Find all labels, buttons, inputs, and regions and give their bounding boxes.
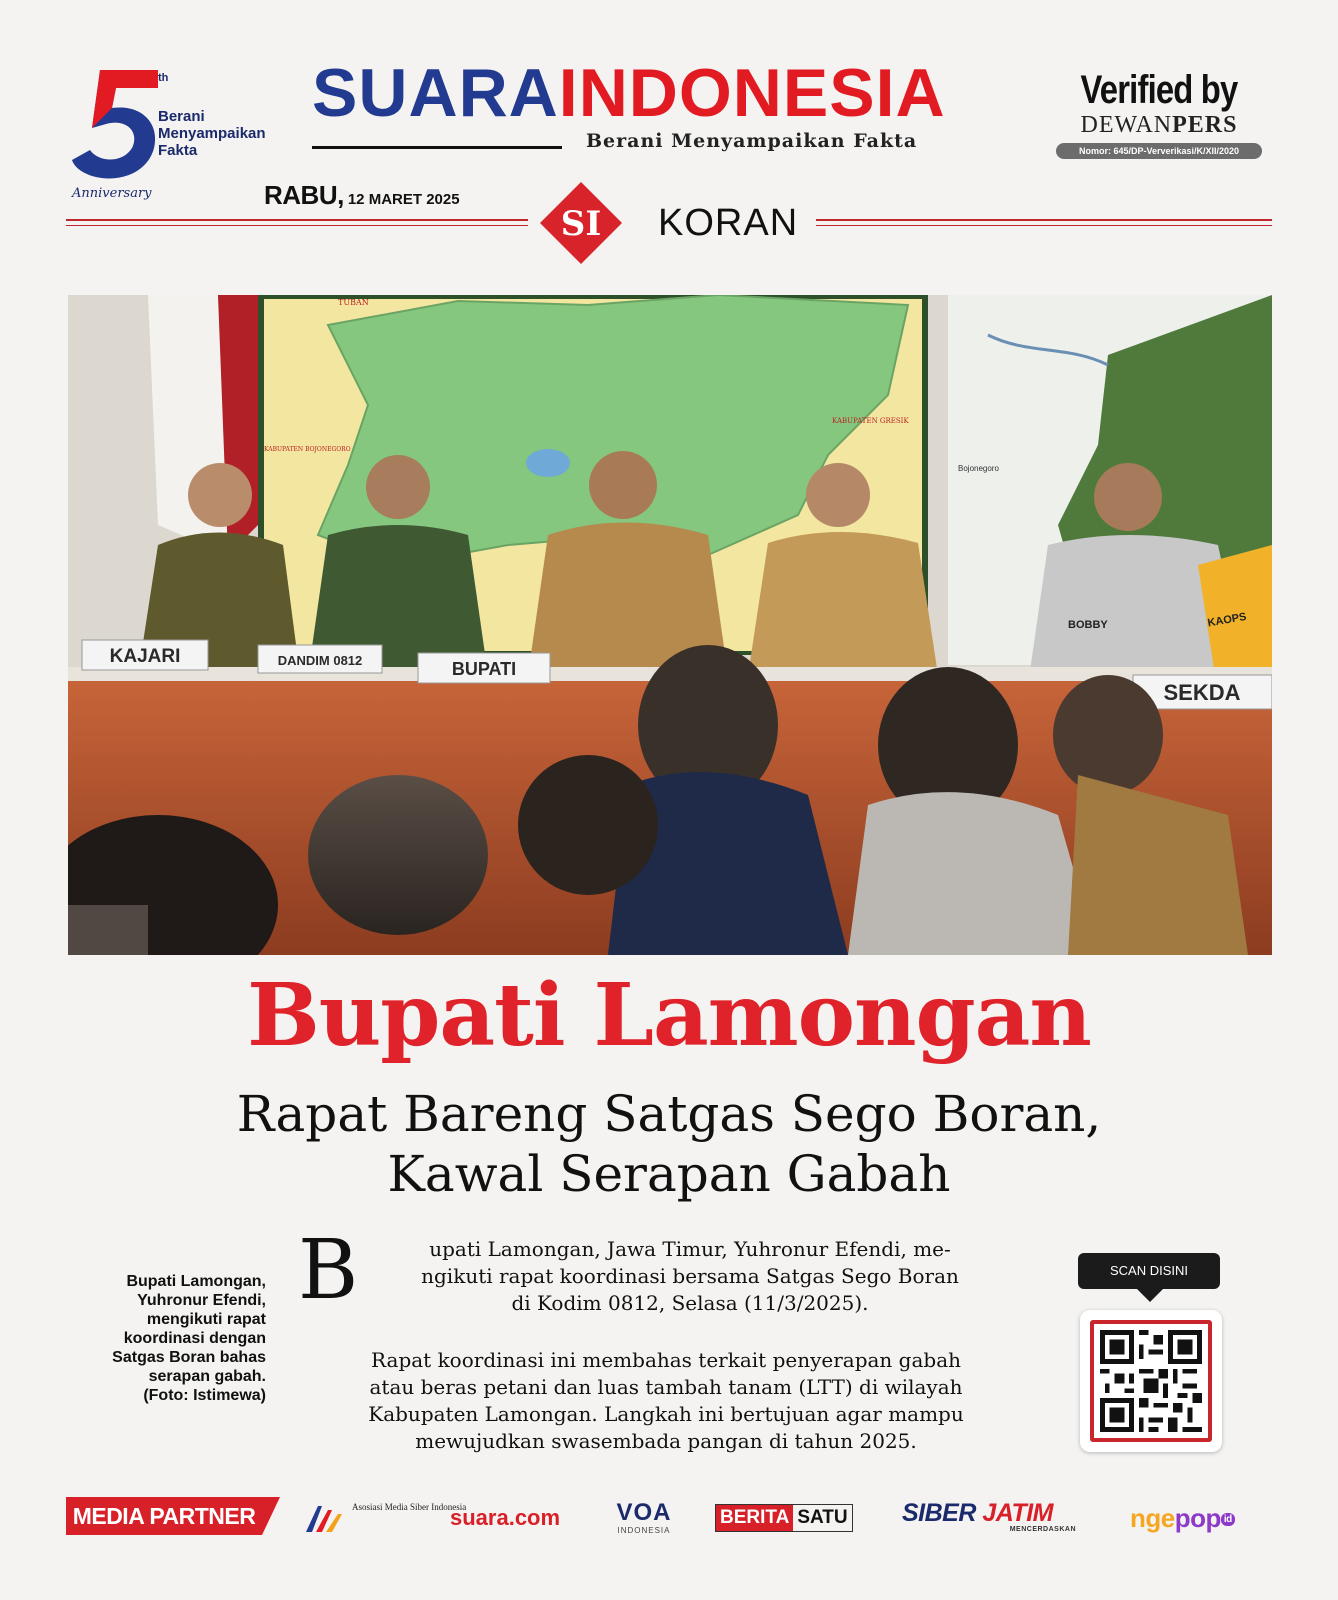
verified-badge — [1056, 70, 1262, 159]
uniform-nametag: BOBBY — [1068, 619, 1108, 631]
brand-part1: SUARA — [312, 55, 559, 131]
siberjatim-sub: MENCERDASKAN — [1009, 1526, 1076, 1533]
caption-line: Bupati Lamongan, — [126, 1273, 266, 1290]
name-plate-bupati: BUPATI — [451, 659, 517, 679]
body-line: mewujudkan swasembada pangan di tahun 2025. — [415, 1429, 917, 1453]
si-diamond-logo — [538, 180, 624, 266]
map-label-gresik: KABUPATEN GRESIK — [832, 417, 909, 425]
caption-line: serapan gabah. — [148, 1368, 266, 1385]
voa-text: VOA — [616, 1499, 672, 1526]
news-photo — [68, 295, 1272, 955]
date: 12 MARET 2025 — [347, 191, 460, 208]
body-paragraph — [310, 1347, 1022, 1455]
voa-sub: INDONESIA — [617, 1526, 671, 1535]
pop-text: pop — [1174, 1503, 1221, 1533]
anniversary-script: Anniversary — [72, 186, 152, 201]
weekday: RABU, — [264, 180, 344, 210]
anniversary-text: Berani Menyampaikan Fakta — [158, 108, 266, 159]
map-label-tuban: TUBAN — [338, 298, 369, 307]
name-plate-sekda: SEKDA — [1163, 680, 1241, 705]
partner-suara[interactable]: suara.com — [450, 1505, 561, 1530]
subheadline-line1: Rapat Bareng Satgas Sego Boran, — [236, 1085, 1102, 1143]
body-line: Rapat koordinasi ini membahas terkait penyerapan gabah — [371, 1348, 961, 1372]
anniversary-logo — [66, 64, 296, 214]
header-rule-right-thin — [816, 225, 1272, 226]
map-label-bojonegoro-2: Bojonegoro — [958, 464, 999, 473]
section-name: KORAN — [658, 202, 799, 244]
body-line: Kabupaten Lamongan. Langkah ini bertujuan agar mampu — [368, 1402, 964, 1426]
media-partner-label-tail — [262, 1497, 280, 1535]
verified-number: Nomor: 645/DP-Ververikasi/K/XII/2020 — [1056, 143, 1262, 159]
subheadline-line2: Kawal Serapan Gabah — [387, 1145, 951, 1203]
caption-line: Satgas Boran bahas — [112, 1349, 266, 1366]
media-partner-label: MEDIA PARTNER — [66, 1497, 262, 1535]
lead-line: upati Lamongan, Jawa Timur, Yuhronur Efendi, me- — [429, 1237, 951, 1261]
siberjatim-text — [902, 1500, 1094, 1526]
scan-label-pointer — [1136, 1288, 1164, 1302]
lead-paragraph — [360, 1236, 1020, 1317]
dateline — [264, 180, 460, 211]
subheadline — [0, 1084, 1338, 1204]
si-mark: SI — [560, 204, 602, 244]
jatim-text: JATIM — [982, 1499, 1054, 1527]
photo-caption — [66, 1272, 266, 1405]
headline: Bupati Lamongan — [247, 965, 1091, 1066]
lead-line: ngikuti rapat koordinasi bersama Satgas Sego Boran — [421, 1264, 959, 1288]
header-rule-right — [816, 219, 1272, 221]
caption-line: mengikuti rapat — [146, 1311, 266, 1328]
caption-line: (Foto: Istimewa) — [143, 1387, 266, 1404]
drop-cap: B — [298, 1223, 359, 1318]
qr-frame — [1090, 1320, 1212, 1442]
partner-siberjatim[interactable] — [902, 1500, 1094, 1536]
qr-code-icon — [1100, 1330, 1202, 1432]
caption-line: Yuhronur Efendi, — [137, 1292, 266, 1309]
body-line: atau beras petani dan luas tambah tanam (LTT) di wilayah — [369, 1375, 963, 1399]
name-plate-kajari: KAJARI — [109, 646, 181, 667]
five-anniversary-icon — [70, 66, 162, 184]
siber-text: SIBER — [902, 1499, 976, 1527]
scan-label: SCAN DISINI — [1078, 1253, 1220, 1289]
uniform-badge: KAOPS — [1206, 610, 1248, 630]
tagline-rule — [312, 146, 562, 149]
satu-text: SATU — [797, 1507, 848, 1528]
amsi-text: Asosiasi Media Siber Indonesia — [352, 1502, 467, 1512]
verified-line2 — [1056, 112, 1262, 139]
tagline: Berani Menyampaikan Fakta — [586, 130, 918, 152]
qr-code[interactable] — [1080, 1310, 1222, 1452]
berita-text: BERITA — [716, 1505, 793, 1531]
brand-logo — [312, 55, 1024, 131]
id-text: id — [1221, 1513, 1235, 1526]
partner-beritasatu[interactable] — [715, 1504, 853, 1532]
anniversary-suffix: th — [158, 72, 169, 84]
lead-line: di Kodim 0812, Selasa (11/3/2025). — [511, 1291, 869, 1315]
partner-voa[interactable] — [612, 1500, 676, 1536]
caption-line: koordinasi dengan — [123, 1330, 266, 1347]
map-label-bojonegoro: KABUPATEN BOJONEGORO — [264, 446, 351, 453]
meeting-photo-illustration — [68, 295, 1272, 955]
verified-line1: Verified by — [1080, 68, 1238, 112]
partner-ngepop[interactable] — [1130, 1500, 1235, 1536]
name-plate-dandim: DANDIM 0812 — [277, 653, 363, 668]
brand-part2: INDONESIA — [558, 55, 946, 131]
pers-text: PERS — [1172, 112, 1238, 138]
amsi-logo-icon — [304, 1500, 348, 1534]
partner-amsi[interactable] — [304, 1500, 467, 1536]
header-rule-left-thin — [66, 225, 528, 226]
dewan-text: DEWAN — [1080, 112, 1173, 138]
nge-text: nge — [1130, 1503, 1175, 1533]
header-rule-left — [66, 219, 528, 221]
